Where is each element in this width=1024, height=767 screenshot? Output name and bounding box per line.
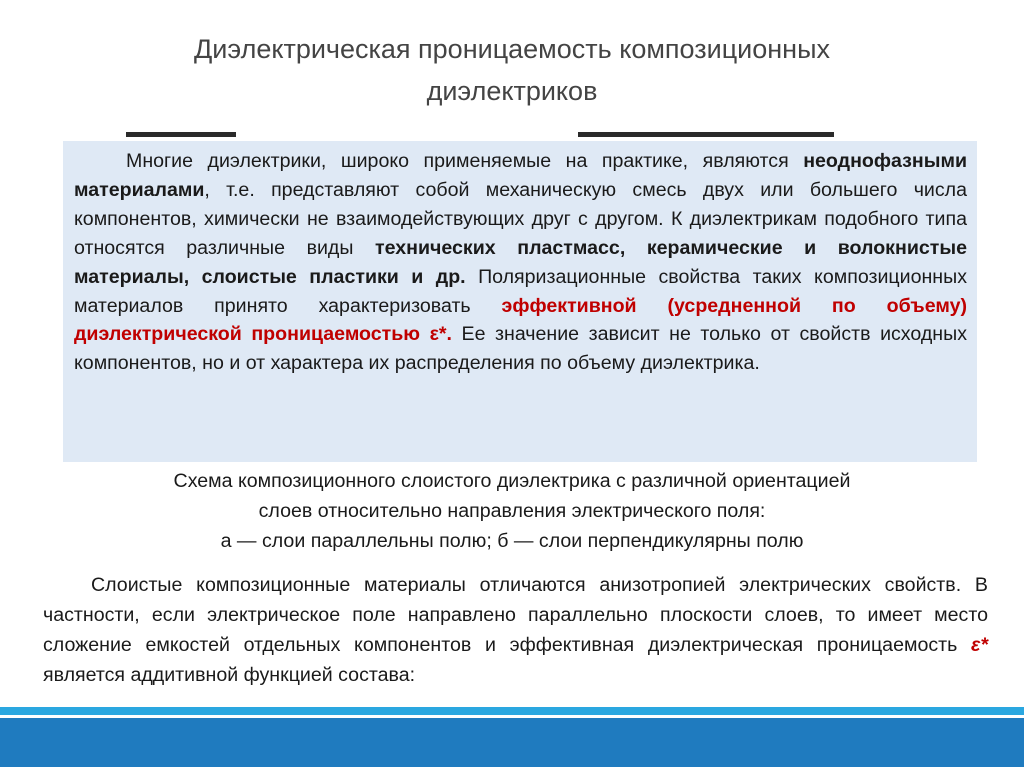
caption-line-2: слоев относительно направления электрического поля:	[258, 500, 766, 522]
box-red-highlight: эффективной (усредненной по объему) диэлектрической проницаемостью ε*.	[74, 294, 967, 346]
box-paragraph	[74, 147, 967, 378]
slide-title-line-2: диэлектриков	[426, 76, 598, 106]
box-bold-2: технических пластмасс, керамические и волокнистые материалы, слоистые пластики и др.	[74, 236, 967, 288]
caption-line-3: а — слои параллельны полю; б — слои перпендикулярны полю	[220, 530, 804, 552]
box-bold-1: неоднофазными материалами	[74, 150, 967, 201]
box-text-4: Ее значение зависит не только от свойств исходных компонентов, но и от характера их распределения по объему диэлектрика.	[74, 323, 967, 375]
slide-title-line-1: Диэлектрическая проницаемость композиционных	[194, 34, 830, 64]
figure-top-edge-right	[578, 132, 834, 137]
box-text-2: , т.е. представляют собой механическую смесь двух или большего числа компонентов, химически не взаимодействующих друг с другом. К диэлектрикам подобного типа относятся различные виды	[74, 178, 967, 259]
footer-band	[0, 718, 1024, 767]
body-text-1: Слоистые композиционные материалы отличаются анизотропией электрических свойств. В частности, если электрическое поле направлено параллельно плоскости слоев, то имеет место сложение емкостей отдельных компонентов и эффективная диэлектрическая проницаемость	[43, 574, 988, 656]
box-text-1: Многие диэлектрики, широко применяемые на практике, являются	[126, 150, 804, 172]
figure-caption	[40, 466, 984, 556]
slide-title	[60, 28, 964, 112]
highlighted-text-box	[63, 141, 977, 462]
footer-band-light	[0, 707, 1024, 715]
body-paragraph	[43, 570, 988, 690]
caption-line-1: Схема композиционного слоистого диэлектрика с различной ориентацией	[173, 470, 851, 492]
epsilon-symbol: ε*	[970, 634, 988, 656]
box-text-3: Поляризационные свойства таких композиционных материалов принято характеризовать	[74, 265, 968, 317]
body-text-2: является аддитивной функцией состава:	[43, 664, 416, 686]
figure-top-edge-left	[126, 132, 236, 137]
